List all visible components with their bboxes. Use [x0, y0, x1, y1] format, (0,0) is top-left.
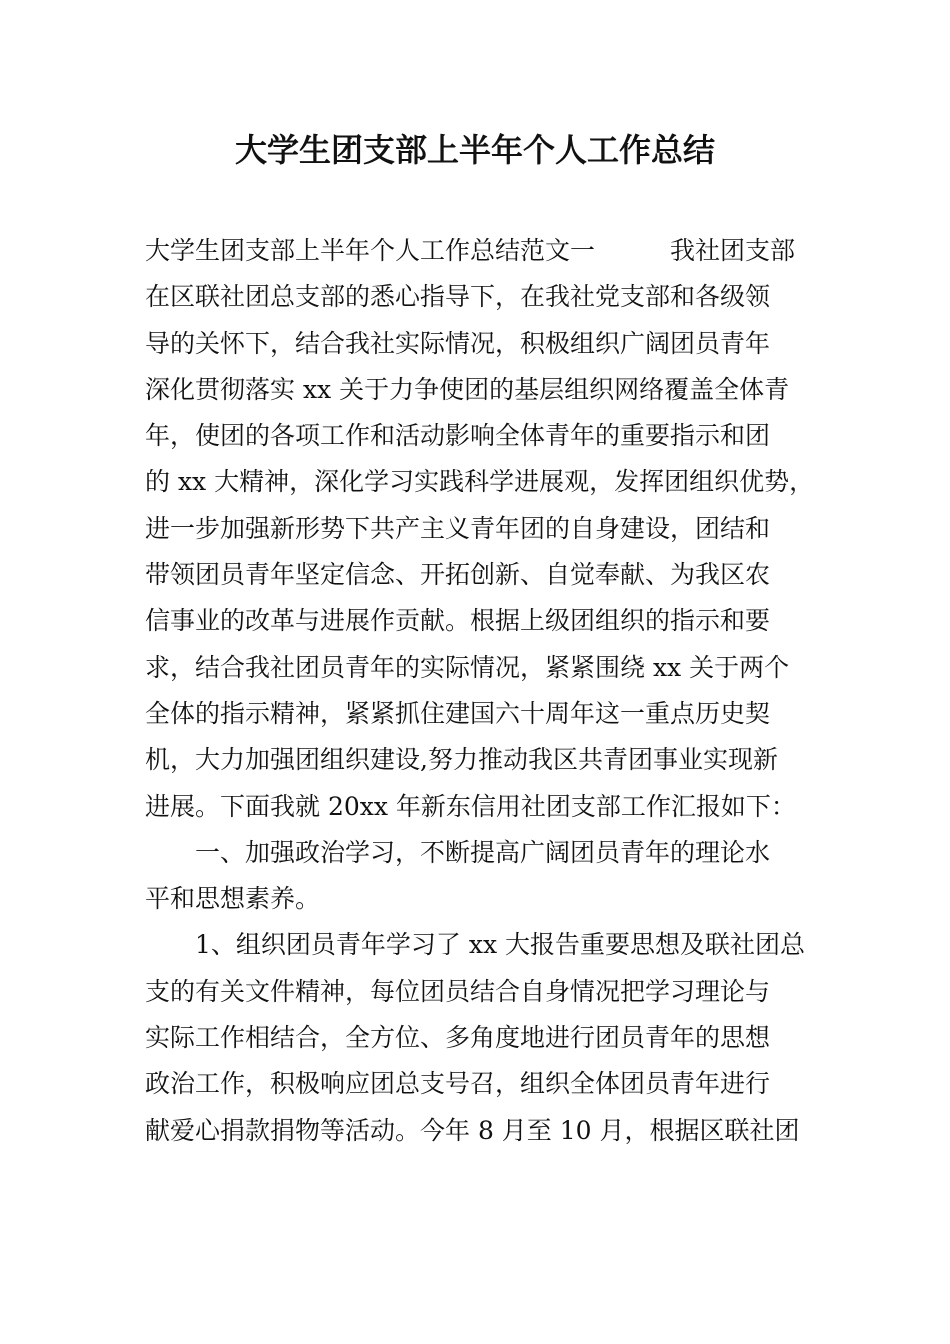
body-line: 信事业的改革与进展作贡献。根据上级团组织的指示和要 — [145, 606, 771, 636]
body-line: 一、加强政治学习，不断提高广阔团员青年的理论水 — [195, 837, 771, 867]
body-line: 进展。下面我就 20xx 年新东信用社团支部工作汇报如下： — [145, 791, 796, 821]
body-line: 献爱心捐款捐物等活动。今年 8 月至 10 月，根据区联社团 — [145, 1115, 800, 1145]
body-line: 进一步加强新形势下共产主义青年团的自身建设，团结和 — [145, 513, 771, 543]
body-line: 在区联社团总支部的悉心指导下，在我社党支部和各级领 — [145, 282, 771, 312]
body-line: 机，大力加强团组织建设,努力推动我区共青团事业实现新 — [145, 745, 778, 775]
body-line: 年，使团的各项工作和活动影响全体青年的重要指示和团 — [145, 421, 771, 451]
body-line: 实际工作相结合，全方位、多角度地进行团员青年的思想 — [145, 1023, 771, 1053]
body-line: 带领团员青年坚定信念、开拓创新、自觉奉献、为我区农 — [145, 560, 771, 590]
document-body — [145, 228, 825, 1154]
body-line: 深化贯彻落实 xx 关于力争使团的基层组织网络覆盖全体青 — [145, 374, 790, 404]
body-line: 全体的指示精神，紧紧抓住建国六十周年这一重点历史契 — [145, 698, 771, 728]
body-line: 平和思想素养。 — [145, 884, 321, 914]
body-line: 求，结合我社团员青年的实际情况，紧紧围绕 xx 关于两个 — [145, 652, 790, 682]
body-line: 1、组织团员青年学习了 xx 大报告重要思想及联社团总 — [195, 930, 805, 960]
body-line: 支的有关文件精神，每位团员结合自身情况把学习理论与 — [145, 976, 771, 1006]
body-line: 导的关怀下，结合我社实际情况，积极组织广阔团员青年 — [145, 328, 771, 358]
body-line: 大学生团支部上半年个人工作总结范文一 我社团支部 — [145, 236, 796, 265]
body-line: 的 xx 大精神，深化学习实践科学进展观，发挥团组织优势， — [145, 467, 815, 497]
document-title: 大学生团支部上半年个人工作总结 — [234, 131, 715, 169]
body-line: 政治工作，积极响应团总支号召，组织全体团员青年进行 — [145, 1069, 771, 1099]
